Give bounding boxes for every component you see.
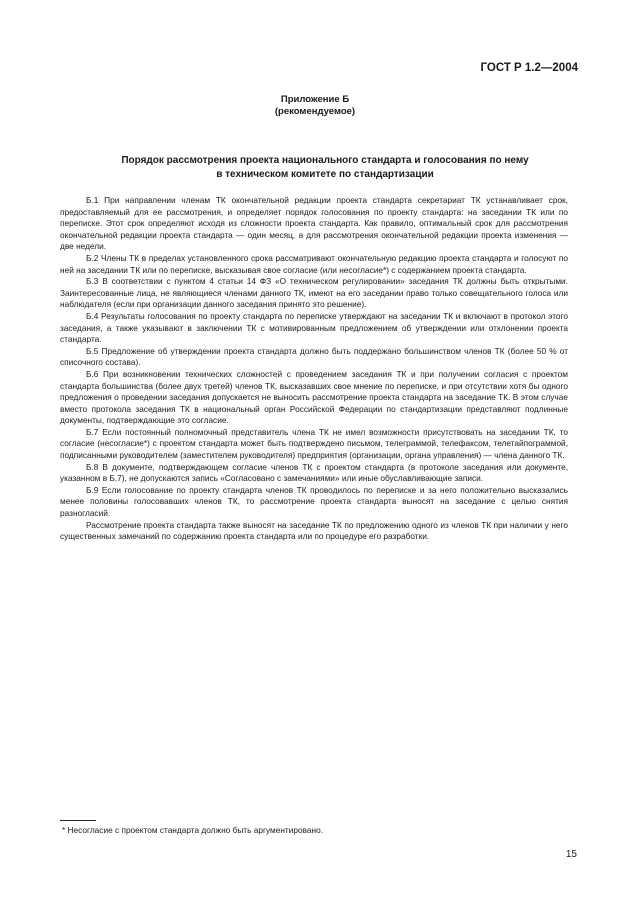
annex-heading [0, 94, 630, 118]
annex-subtitle: (рекомендуемое) [274, 106, 356, 117]
paragraph-b6: Б.6 При возникновении технических сложностей с проведением заседания ТК и при получении согласия с проектом стандарта большинства (более двух третей) членов ТК, высказавших свое мнение по переписке, и при отсутствии хотя бы одного предложения о проведении заседания допускается не выносить рассмотрение проекта стандарта на заседание ТК. В этом случае вместо протокола заседания ТК в национальный орган Российской Федерации по стандартизации представляют подлинные документы, подтверждающие это согласие. [60, 368, 568, 426]
paragraph-b4: Б.4 Результаты голосования по проекту стандарта по переписке утверждают на заседании ТК и включают в протокол этого заседания, а также указывают в заключении ТК с мотивированным предложением об утверждении или отклонении проекта стандарта. [60, 310, 568, 345]
document-code: ГОСТ Р 1.2—2004 [480, 62, 578, 74]
section-title-line-1: Порядок рассмотрения проекта национального стандарта и голосования по нему [121, 155, 529, 166]
page-number: 15 [565, 849, 577, 860]
paragraph-b1: Б.1 При направлении членам ТК окончательной редакции проекта стандарта секретариат ТК устанавливает срок, предоставляемый для ее рассмотрения, и определяет порядок голосования по проекту стандарта: на заседании ТК или по переписке. Этот срок определяют исходя из сложности проекта стандарта. Как правило, оптимальный срок для рассмотрения окончательной редакции проекта стандарта — один месяц, а для рассмотрения окончательной редакции проекта изменения — две недели. [60, 195, 568, 252]
paragraph-b9-continuation: Рассмотрение проекта стандарта также выносят на заседание ТК по предложению одного из членов ТК при наличии у него существенных замечаний по содержанию проекта стандарта или по процедуре его разработки. [60, 519, 568, 542]
paragraph-b9: Б.9 Если голосование по проекту стандарта членов ТК проводилось по переписке и за него положительно высказались менее половины голосовавших членов ТК, то рассмотрение проекта стандарта выносят на заседание с целью снятия разногласий. [60, 484, 568, 519]
paragraph-b2: Б.2 Члены ТК в пределах установленного срока рассматривают окончательную редакцию проекта стандарта и голосуют по ней на заседании ТК или по переписке, высказывая свое согласие (или несогласие*) с содержанием проекта стандарта. [60, 252, 568, 275]
footnote-separator [60, 820, 96, 821]
paragraph-b5: Б.5 Предложение об утверждении проекта стандарта должно быть поддержано большинством членов ТК (более 50 % от списочного состава). [60, 345, 568, 368]
paragraph-b7: Б.7 Если постоянный полномочный представитель члена ТК не имел возможности присутствовать на заседании ТК, то согласие (несогласие*) с проектом стандарта может быть подтверждено письмом, телеграммой, телефаксом, телетайпограммой, подписанными руководителем (заместителем руководителя) предприятия (организации, органа управления) — члена данного ТК. [60, 426, 568, 461]
body-text [60, 195, 568, 543]
paragraph-b8: Б.8 В документе, подтверждающем согласие членов ТК с проектом стандарта (в протоколе заседания или документе, указанном в Б.7), не допускаются запись «Согласовано с замечаниями» или иные обуславливающие записи. [60, 461, 568, 484]
paragraph-b3: Б.3 В соответствии с пунктом 4 статьи 14 ФЗ «О техническом регулировании» заседания ТК должны быть открытыми. Заинтересованные лица, не являющиеся членами данного ТК, имеют на его заседании право только совещательного голоса или наблюдателя (если при организации данного заседания принято это решение). [60, 276, 568, 310]
footnote: * Несогласие с проектом стандарта должно быть аргументировано. [62, 825, 324, 835]
section-title-line-2: в техническом комитете по стандартизации [216, 169, 434, 180]
annex-title: Приложение Б [280, 94, 350, 105]
section-title [60, 154, 590, 182]
